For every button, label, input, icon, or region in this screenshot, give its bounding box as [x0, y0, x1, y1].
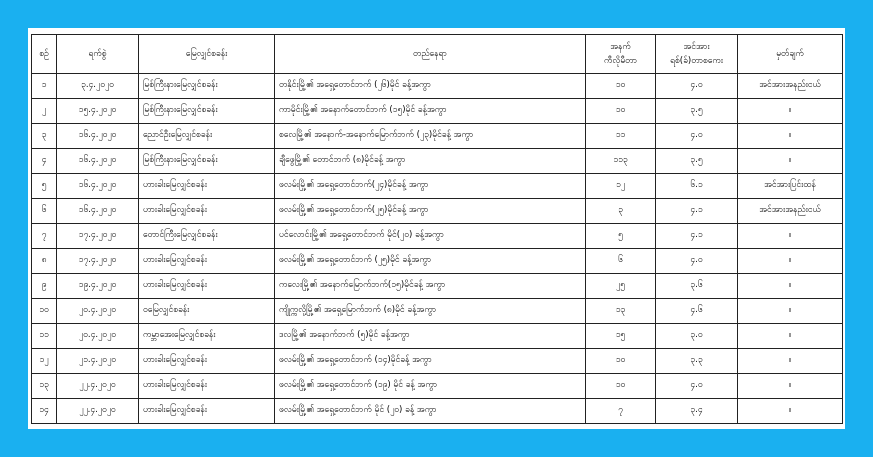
- cell-date: ၂၀.၄.၂၀၂၀: [57, 324, 139, 349]
- cell-station: ညောင်ဦးမြေလျှင်စခန်း: [139, 124, 275, 149]
- cell-location: ဖလမ်းမြို့၏ အရှေ့တောင်ဘက်(၂၄)မိုင်ခန့် အကွာ: [275, 174, 586, 199]
- cell-magnitude: ၄.၀: [656, 124, 738, 149]
- earthquake-table: [31, 34, 843, 424]
- cell-location: ကာမိုင်းမြို့၏ အနောက်တောင်ဘက် (၁၅)မိုင် ခန့်အကွာ: [275, 99, 586, 124]
- cell-serial: ၉: [32, 274, 57, 299]
- header-date: ရက်စွဲ: [57, 35, 139, 74]
- cell-depth: ၂၅: [586, 274, 656, 299]
- cell-remarks: အင်အားအနည်းငယ်: [738, 74, 843, 99]
- header-depth: အနက် ကီလိုမီတာ: [586, 35, 656, 74]
- cell-magnitude: ၄.၀: [656, 74, 738, 99]
- table-row: [32, 149, 843, 174]
- cell-date: ၁၅.၄.၂၀၂၀: [57, 99, 139, 124]
- cell-serial: ၆: [32, 199, 57, 224]
- table-row: [32, 249, 843, 274]
- document-sheet: [28, 28, 845, 429]
- table-row: [32, 199, 843, 224]
- cell-station: ဟားခါးမြေလျှင်စခန်း: [139, 249, 275, 274]
- cell-depth: ၆: [586, 249, 656, 274]
- cell-magnitude: ၄.၁: [656, 224, 738, 249]
- cell-date: ၂၁.၄.၂၀၂၀: [57, 349, 139, 374]
- cell-magnitude: ၄.၀: [656, 374, 738, 399]
- cell-station: မြစ်ကြီးနားမြေလျှင်စခန်း: [139, 74, 275, 99]
- cell-station: ဟားခါးမြေလျှင်စခန်း: [139, 174, 275, 199]
- cell-location: ဖလမ်းမြို့၏ အရှေ့တောင်ဘက် (၁၉) မိုင် ခန့် အကွာ: [275, 374, 586, 399]
- header-remarks: မှတ်ချက်: [738, 35, 843, 74]
- table-row: [32, 399, 843, 424]
- cell-serial: ၈: [32, 249, 57, 274]
- cell-station: ဟားခါးမြေလျှင်စခန်း: [139, 349, 275, 374]
- table-row: [32, 324, 843, 349]
- cell-date: ၁၆.၄.၂၀၂၀: [57, 124, 139, 149]
- cell-remarks: ။: [738, 249, 843, 274]
- cell-station: ကမ္ဘာအေးမြေလျှင်စခန်း: [139, 324, 275, 349]
- cell-date: ၁၆.၄.၂၀၂၀: [57, 174, 139, 199]
- cell-remarks: ။: [738, 224, 843, 249]
- cell-magnitude: ၃.၀: [656, 324, 738, 349]
- cell-date: ၁၆.၄.၂၀၂၀: [57, 199, 139, 224]
- cell-serial: ၇: [32, 224, 57, 249]
- cell-serial: ၁၂: [32, 349, 57, 374]
- cell-station: ဟားခါးမြေလျှင်စခန်း: [139, 374, 275, 399]
- cell-serial: ၁၁: [32, 324, 57, 349]
- cell-remarks: ။: [738, 399, 843, 424]
- cell-depth: ၁၂: [586, 174, 656, 199]
- cell-magnitude: ၃.၅: [656, 99, 738, 124]
- cell-remarks: ။: [738, 149, 843, 174]
- cell-magnitude: ၄.၆: [656, 299, 738, 324]
- cell-location: ကျိုက္ကလို့မြို့၏ အရှေ့မြောက်ဘက် (၈)မိုင် ခန့်အကွာ: [275, 299, 586, 324]
- cell-location: ကလေးမြို့၏ အနောက်မြောက်ဘက်(၁၅)မိုင်ခန့် အကွာ: [275, 274, 586, 299]
- cell-date: ၂၂.၄.၂၀၂၀: [57, 374, 139, 399]
- cell-location: ပင်လောင်းမြို့၏ အရှေ့တောင်ဘက် မိုင်(၂၀) ခန့်အကွာ: [275, 224, 586, 249]
- cell-station: ဟားခါးမြေလျှင်စခန်း: [139, 274, 275, 299]
- cell-depth: ၇: [586, 399, 656, 424]
- cell-magnitude: ၄.၀: [656, 249, 738, 274]
- cell-station: ဝမြေလျှင်စခန်း: [139, 299, 275, 324]
- cell-location: ဖလမ်းမြို့၏ အရှေ့တောင်ဘက် မိုင် (၂၀) ခန့် အကွာ: [275, 399, 586, 424]
- cell-magnitude: ၆.၁: [656, 174, 738, 199]
- cell-date: ၁၇.၄.၂၀၂၀: [57, 224, 139, 249]
- table-row: [32, 274, 843, 299]
- cell-serial: ၁: [32, 74, 57, 99]
- cell-serial: ၃: [32, 124, 57, 149]
- table-row: [32, 99, 843, 124]
- cell-date: ၁၉.၄.၂၀၂၀: [57, 274, 139, 299]
- table-row: [32, 349, 843, 374]
- cell-date: ၁၆.၄.၂၀၂၀: [57, 149, 139, 174]
- cell-magnitude: ၄.၁: [656, 199, 738, 224]
- cell-remarks: ။: [738, 299, 843, 324]
- cell-depth: ၁၀: [586, 349, 656, 374]
- cell-serial: ၁၃: [32, 374, 57, 399]
- cell-station: ဟားခါးမြေလျှင်စခန်း: [139, 199, 275, 224]
- cell-remarks: အင်အားပြင်းထန်: [738, 174, 843, 199]
- cell-depth: ၁၅: [586, 324, 656, 349]
- cell-depth: ၁၁: [586, 124, 656, 149]
- cell-station: ဟားခါးမြေလျှင်စခန်း: [139, 399, 275, 424]
- table-row: [32, 224, 843, 249]
- table-row: [32, 174, 843, 199]
- cell-date: ၂၂.၄.၂၀၂၀: [57, 399, 139, 424]
- cell-location: တနိုင်းမြို့၏ အရှေ့တောင်ဘက် (၂၆)မိုင် ခန့်အကွာ: [275, 74, 586, 99]
- header-location: တည်နေရာ: [275, 35, 586, 74]
- cell-magnitude: ၃.၄: [656, 399, 738, 424]
- cell-magnitude: ၃.၅: [656, 149, 738, 174]
- cell-location: ဖလမ်းမြို့၏ အရှေ့တောင်ဘက်(၂၅)မိုင်ခန့် အကွာ: [275, 199, 586, 224]
- cell-depth: ၁၀: [586, 99, 656, 124]
- cell-remarks: ။: [738, 99, 843, 124]
- cell-depth: ၁၀: [586, 74, 656, 99]
- cell-depth: ၃: [586, 199, 656, 224]
- cell-station: တောင်ကြီးမြေလျှင်စခန်း: [139, 224, 275, 249]
- table-body: [32, 74, 843, 424]
- cell-magnitude: ၃.၆: [656, 274, 738, 299]
- cell-serial: ၁၄: [32, 399, 57, 424]
- cell-remarks: ။: [738, 274, 843, 299]
- cell-serial: ၅: [32, 174, 57, 199]
- cell-depth: ၁၃: [586, 299, 656, 324]
- cell-location: ချီဖွေမြို့၏ တောင်ဘက် (၈)မိုင်ခန့် အကွာ: [275, 149, 586, 174]
- table-row: [32, 374, 843, 399]
- cell-location: စလေမြို့၏ အနောက်-အနောက်မြောက်ဘက် (၂၃)မိုင်ခန့် အကွာ: [275, 124, 586, 149]
- cell-date: ၁၇.၄.၂၀၂၀: [57, 249, 139, 274]
- cell-remarks: အင်အားအနည်းငယ်: [738, 199, 843, 224]
- cell-location: ဖလမ်းမြို့၏ အရှေ့တောင်ဘက် (၂၅)မိုင် ခန့်အကွာ: [275, 249, 586, 274]
- cell-magnitude: ၃.၃: [656, 349, 738, 374]
- table-row: [32, 74, 843, 99]
- table-row: [32, 299, 843, 324]
- cell-station: မြစ်ကြီးနားမြေလျှင်စခန်း: [139, 99, 275, 124]
- cell-location: ဖလမ်းမြို့၏ အရှေ့တောင်ဘက် (၁၄)မိုင်ခန့် အကွာ: [275, 349, 586, 374]
- cell-serial: ၁၀: [32, 299, 57, 324]
- header-magnitude: အင်အား ရစ်(ခ်)တာစကေး: [656, 35, 738, 74]
- cell-remarks: ။: [738, 324, 843, 349]
- cell-depth: ၅: [586, 224, 656, 249]
- cell-remarks: ။: [738, 374, 843, 399]
- cell-remarks: ။: [738, 124, 843, 149]
- cell-depth: ၁၁၃: [586, 149, 656, 174]
- table-row: [32, 124, 843, 149]
- cell-date: ၂၀.၄.၂၀၂၀: [57, 299, 139, 324]
- cell-station: မြစ်ကြီးနားမြေလျှင်စခန်း: [139, 149, 275, 174]
- table-header-row: [32, 35, 843, 74]
- cell-date: ၃.၄.၂၀၂၀: [57, 74, 139, 99]
- cell-depth: ၁၀: [586, 374, 656, 399]
- cell-remarks: ။: [738, 349, 843, 374]
- header-station: မြေလျှင်စခန်း: [139, 35, 275, 74]
- cell-location: ဒလမြို့၏ အနောက်ဘက် (၅)မိုင် ခန့်အကွာ: [275, 324, 586, 349]
- cell-serial: ၄: [32, 149, 57, 174]
- header-serial: စဉ်: [32, 35, 57, 74]
- cell-serial: ၂: [32, 99, 57, 124]
